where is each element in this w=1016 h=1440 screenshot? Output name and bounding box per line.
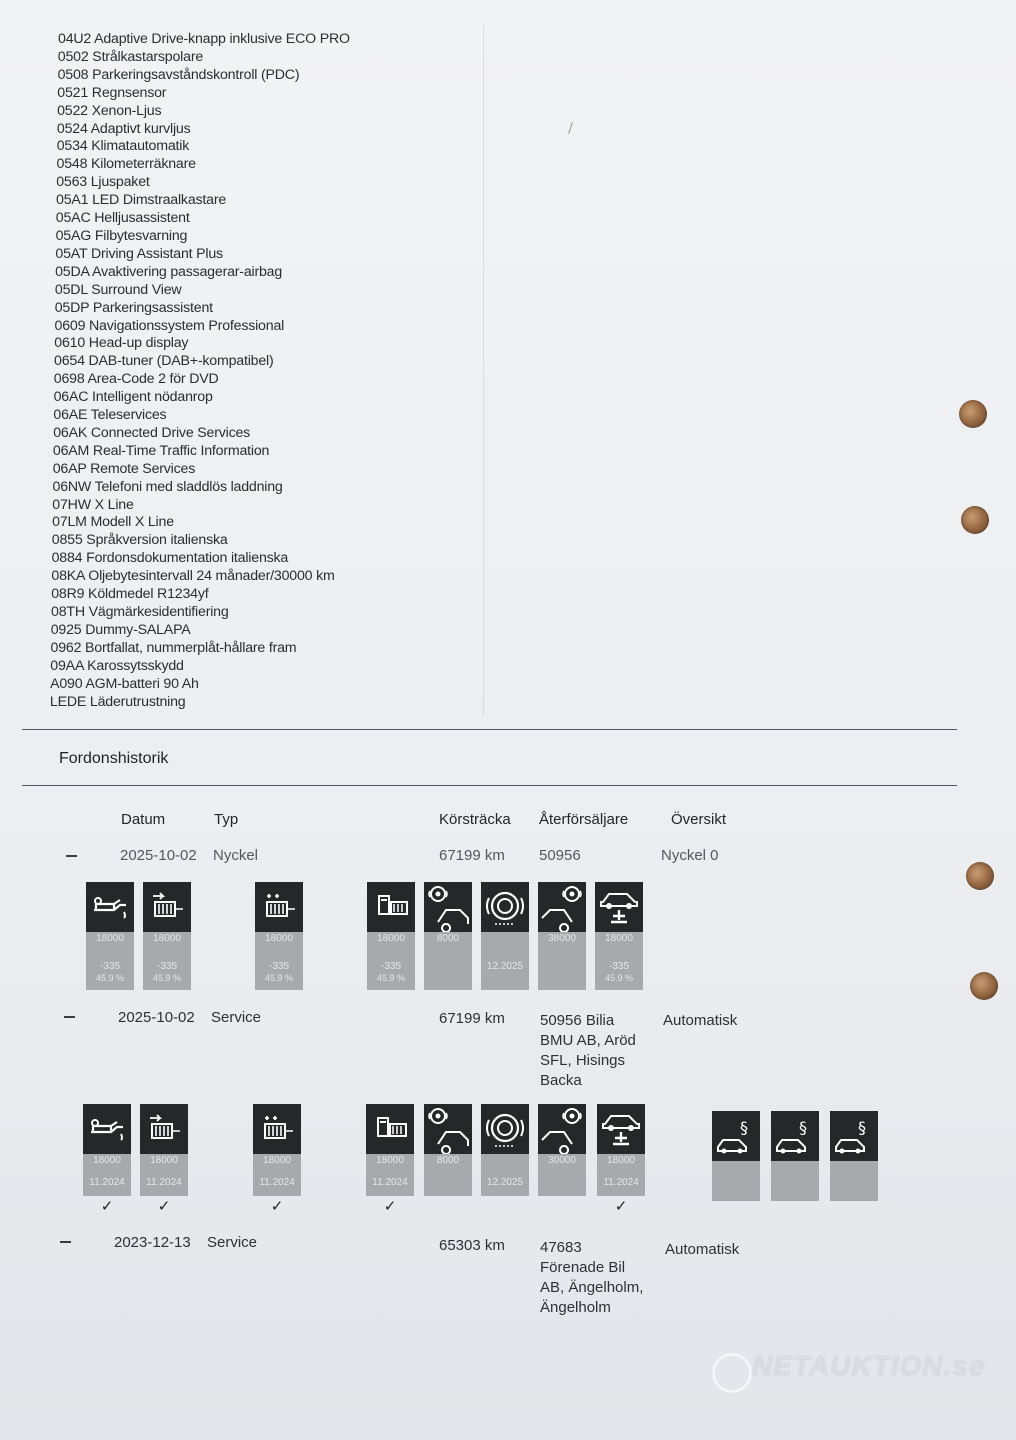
option-item: 0502 Strålkastarspolare [57, 48, 204, 65]
service-tile [597, 1104, 645, 1196]
punch-hole [959, 400, 987, 428]
option-item: 05DL Surround View [54, 281, 182, 298]
option-item: 0884 Fordonsdokumentation italienska [51, 550, 289, 567]
fuel-refill-icon [367, 882, 415, 932]
entry-overview: Automatisk [665, 1241, 740, 1258]
service-tile [771, 1111, 819, 1201]
tile-value: 18000 [96, 933, 124, 944]
tile-value: -335 [156, 961, 177, 972]
tile-value: 18000 [153, 933, 181, 944]
check-mark: ✓ [614, 1198, 628, 1215]
header-datum: Datum [121, 811, 166, 828]
tile-value: -335 [608, 961, 629, 972]
entry-dealer-line: 50956 Bilia [540, 1012, 615, 1029]
option-item: 0522 Xenon-Ljus [57, 102, 162, 119]
service-tile [86, 882, 134, 990]
front-brakes-icon [424, 882, 472, 932]
tile-value: 11.2024 [89, 1177, 125, 1188]
option-item: 05AG Filbytesvarning [55, 227, 188, 244]
service-tile [595, 882, 643, 990]
header-oversikt: Översikt [671, 811, 727, 828]
collapse-toggle[interactable] [60, 1241, 71, 1243]
tile-value: 11.2024 [259, 1177, 295, 1188]
tile-value: 45.9 % [95, 973, 125, 983]
entry-dealer-line: Ängelholm [540, 1299, 611, 1316]
tile-value: 45.9 % [604, 973, 634, 983]
option-item: 0508 Parkeringsavståndskontroll (PDC) [57, 66, 300, 83]
entry-type: Service [211, 1009, 262, 1026]
tile-value: 45.9 % [376, 973, 406, 983]
option-item: 0925 Dummy-SALAPA [50, 621, 191, 638]
option-item: 0521 Regnsensor [57, 84, 167, 101]
entry-overview: Automatisk [663, 1012, 738, 1029]
pencil-mark [568, 122, 573, 134]
entry-dealer-line: BMU AB, Aröd [540, 1032, 636, 1049]
tile-value: 18000 [376, 1155, 404, 1166]
microfilter-icon [143, 882, 191, 932]
service-tile [253, 1104, 301, 1196]
tile-value: 18000 [93, 1155, 121, 1166]
tile-value: 8000 [436, 933, 460, 944]
option-item: 07LM Modell X Line [52, 514, 174, 531]
tile-value: 11.2024 [146, 1177, 182, 1188]
option-item: 06AM Real-Time Traffic Information [52, 442, 270, 459]
tile-value: 18000 [377, 933, 405, 944]
svg-text:§: § [740, 1118, 748, 1137]
option-item: 05A1 LED Dimstraalkastare [56, 192, 227, 209]
watermark-logo-icon [712, 1353, 752, 1393]
fuel-filter-icon [253, 1104, 301, 1154]
option-item: 0654 DAB-tuner (DAB+-kompatibel) [54, 353, 274, 370]
engine-oil-icon [86, 882, 134, 932]
option-item: 0610 Head-up display [54, 335, 189, 352]
option-item: 0524 Adaptivt kurvljus [56, 120, 191, 137]
option-item: 0855 Språkversion italienska [51, 532, 228, 549]
column-divider [483, 25, 484, 715]
tile-value: -335 [268, 961, 289, 972]
entry-dealer-line: Backa [540, 1072, 582, 1089]
service-tile [140, 1104, 188, 1196]
entry-date: 2025-10-02 [118, 1009, 195, 1026]
punch-hole [961, 506, 989, 534]
service-tile [83, 1104, 131, 1196]
check-mark: ✓ [383, 1198, 397, 1215]
option-item: 04U2 Adaptive Drive-knapp inklusive ECO PRO [58, 31, 350, 47]
header-typ: Typ [214, 811, 239, 828]
entry-type: Service [207, 1234, 258, 1251]
check-mark: ✓ [157, 1198, 171, 1215]
service-tile [538, 1104, 586, 1196]
service-tile [143, 882, 191, 990]
section-rule-top [22, 729, 957, 730]
service-tile [481, 882, 529, 990]
legal-inspection-icon [712, 1111, 760, 1161]
option-item: 0609 Navigationssystem Professional [54, 317, 285, 334]
section-title: Fordonshistorik [59, 750, 169, 767]
option-item: LEDE Läderutrustning [49, 693, 186, 710]
option-item: 08TH Vägmärkesidentifiering [51, 604, 229, 620]
front-brakes-icon [424, 1104, 472, 1154]
entry-overview: Nyckel 0 [661, 847, 719, 864]
entry-dealer-line: AB, Ängelholm, [540, 1279, 644, 1296]
option-item: 0563 Ljuspaket [56, 174, 150, 191]
tile-value: 8000 [436, 1155, 460, 1166]
service-tile [424, 882, 472, 990]
entry-type: Nyckel [213, 847, 259, 864]
service-tile [255, 882, 303, 990]
fuel-filter-icon [255, 882, 303, 932]
option-item: 05AT Driving Assistant Plus [55, 245, 223, 262]
tile-value: 45.9 % [152, 973, 182, 983]
option-item: 0962 Bortfallat, nummerplåt-hållare fram [50, 639, 297, 656]
entry-date: 2025-10-02 [120, 847, 197, 864]
service-tile [424, 1104, 472, 1196]
tile-value: 12.2025 [486, 1177, 524, 1188]
tile-value: 18000 [605, 933, 633, 944]
option-item: 06AK Connected Drive Services [53, 424, 251, 441]
option-item: 05DP Parkeringsassistent [54, 299, 213, 316]
option-item: 05AC Helljusassistent [55, 210, 190, 227]
option-item: 0548 Kilometerräknare [56, 156, 196, 173]
tile-value: 12.2025 [486, 961, 524, 972]
legal-inspection-icon [771, 1111, 819, 1161]
option-item: 08R9 Köldmedel R1234yf [51, 586, 209, 603]
entry-dealer: 50956 [539, 847, 581, 864]
service-tile [481, 1104, 529, 1196]
rear-brakes-icon [538, 1104, 586, 1154]
option-item: 08KA Oljebytesintervall 24 månader/30000 km [51, 568, 335, 585]
tile-value: 45.9 % [264, 973, 294, 983]
service-tile [366, 1104, 414, 1196]
punch-hole [966, 862, 994, 890]
tile-value: 11.2024 [603, 1177, 639, 1188]
service-tile [712, 1111, 760, 1201]
tile-value: 38000 [548, 933, 576, 944]
entry-mileage: 65303 km [439, 1237, 505, 1254]
tile-value: 18000 [263, 1155, 291, 1166]
svg-text:§: § [799, 1118, 807, 1137]
check-mark: ✓ [270, 1198, 284, 1215]
option-item: 09AA Karossytsskydd [50, 657, 184, 674]
vehicle-check-icon [597, 1104, 645, 1154]
entry-dealer [540, 1238, 643, 1318]
service-tile [830, 1111, 878, 1201]
microfilter-icon [140, 1104, 188, 1154]
tile-value: 18000 [150, 1155, 178, 1166]
service-tile [538, 882, 586, 990]
tile-value: 18000 [265, 933, 293, 944]
svg-text:§: § [858, 1118, 866, 1137]
tile-value: 11.2024 [372, 1177, 408, 1188]
option-item: 06NW Telefoni med sladdlös laddning [52, 478, 283, 495]
vehicle-check-icon [595, 882, 643, 932]
option-item: 06AP Remote Services [52, 460, 196, 477]
entry-dealer-line: SFL, Hisings [540, 1052, 626, 1069]
entry-date: 2023-12-13 [114, 1234, 191, 1251]
header-aterforsaljare: Återförsäljare [539, 811, 629, 828]
tile-value: 30000 [548, 1155, 576, 1166]
punch-hole [970, 972, 998, 1000]
entry-dealer-line: Förenade Bil [540, 1259, 626, 1276]
option-item: 05DA Avaktivering passagerar-airbag [55, 263, 283, 280]
rear-brakes-icon [538, 882, 586, 932]
tile-value: -335 [380, 961, 401, 972]
entry-dealer [540, 1011, 636, 1091]
brake-fluid-icon [481, 882, 529, 932]
engine-oil-icon [83, 1104, 131, 1154]
option-item: 06AE Teleservices [53, 407, 167, 424]
option-item: 0534 Klimatautomatik [56, 138, 190, 155]
legal-inspection-icon [830, 1111, 878, 1161]
entry-mileage: 67199 km [439, 1010, 505, 1027]
service-tile [367, 882, 415, 990]
brake-fluid-icon [481, 1104, 529, 1154]
check-mark: ✓ [100, 1198, 114, 1215]
option-item: 0698 Area-Code 2 för DVD [53, 371, 219, 388]
fuel-refill-icon [366, 1104, 414, 1154]
entry-mileage: 67199 km [439, 847, 505, 864]
entry-dealer-line: 47683 [540, 1239, 582, 1256]
tile-value: 18000 [607, 1155, 635, 1166]
collapse-toggle[interactable] [66, 855, 77, 857]
collapse-toggle[interactable] [64, 1016, 75, 1018]
option-item: A090 AGM-batteri 90 Ah [50, 675, 199, 692]
section-rule-bottom [22, 785, 957, 786]
option-list [49, 31, 478, 711]
watermark: NETAUKTION.se [752, 1350, 986, 1381]
option-item: 07HW X Line [52, 496, 134, 513]
option-item: 06AC Intelligent nödanrop [53, 389, 213, 406]
header-korstracka: Körsträcka [439, 811, 511, 828]
tile-value: -335 [99, 961, 120, 972]
